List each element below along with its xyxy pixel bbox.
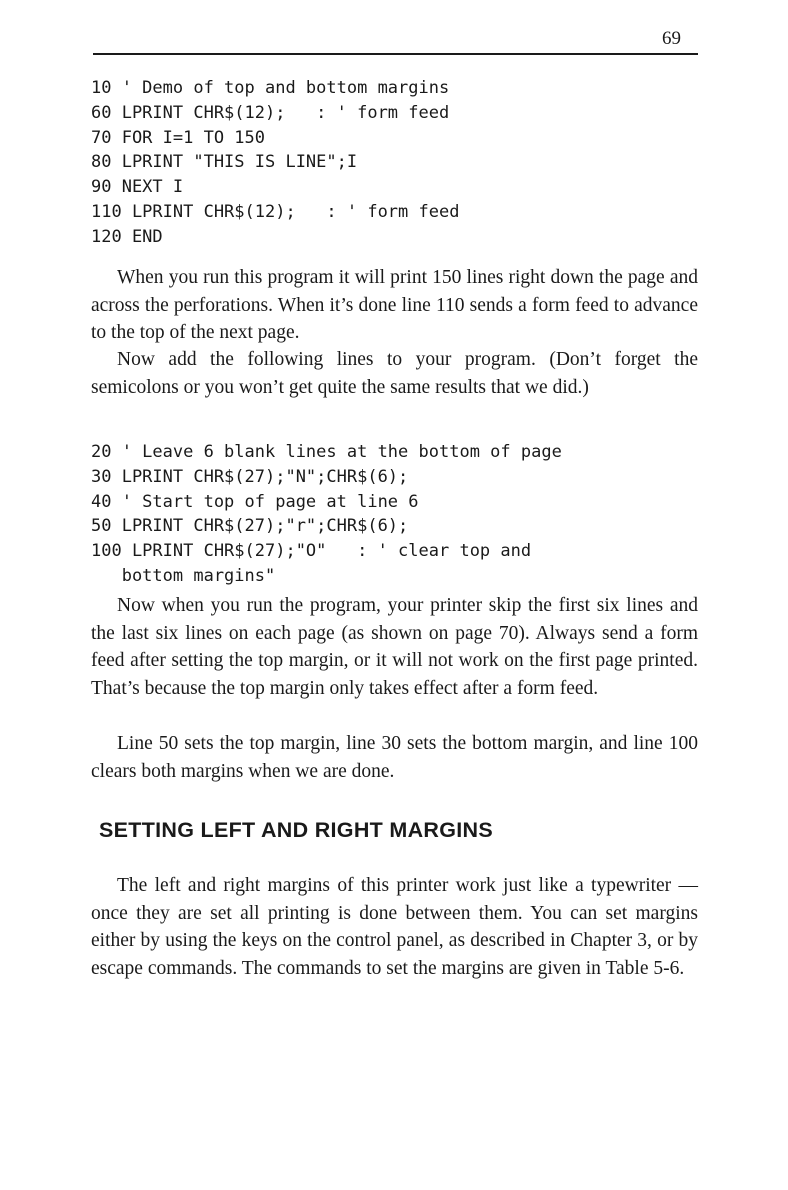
- paragraph-run-program: When you run this program it will print 150 lines right down the page and across the perforations. When it’s done line 110 sends a form feed to advance to the top of the next page.: [91, 267, 698, 343]
- code-block-demo-margins: [91, 76, 459, 250]
- code-line: 70 FOR I=1 TO 150: [91, 127, 265, 148]
- code-line: 80 LPRINT "THIS IS LINE";I: [91, 152, 358, 173]
- code-line: bottom margins": [91, 565, 276, 586]
- header-rule: [93, 53, 698, 55]
- paragraph-line-50: Line 50 sets the top margin, line 30 sets the bottom margin, and line 100 clears both margins when we are done.: [91, 733, 698, 782]
- code-line: 40 ' Start top of page at line 6: [91, 491, 419, 512]
- code-line: 110 LPRINT CHR$(12); : ' form feed: [91, 201, 460, 222]
- code-line: 10 ' Demo of top and bottom margins: [91, 78, 450, 98]
- code-line: 50 LPRINT CHR$(27);"r";CHR$(6);: [91, 516, 409, 537]
- page-number: 69: [662, 28, 681, 49]
- code-line: 120 END: [91, 226, 163, 247]
- paragraph-left-right-margins: The left and right margins of this printer work just like a typewriter — once they are set all printing is done between them. You can set margins either by using the keys on the control panel, as described in Chapter 3, or by escape commands. The commands to set the margins are given in Table 5-6.: [91, 875, 698, 979]
- paragraph-skip-lines: Now when you run the program, your printer skip the first six lines and the last six lines on each page (as shown on page 70). Always send a form feed after setting the top margin, or it will not work on the first page printed. That’s because the top margin only takes effect after a form feed.: [91, 595, 698, 699]
- code-line: 30 LPRINT CHR$(27);"N";CHR$(6);: [91, 466, 409, 487]
- code-block-margin-lines: [91, 440, 562, 589]
- code-line: 100 LPRINT CHR$(27);"O" : ' clear top and: [91, 541, 532, 562]
- code-line: 90 NEXT I: [91, 177, 184, 198]
- code-line: 20 ' Leave 6 blank lines at the bottom of page: [91, 442, 562, 462]
- code-line: 60 LPRINT CHR$(12); : ' form feed: [91, 102, 450, 123]
- paragraph-add-lines: Now add the following lines to your program. (Don’t forget the semicolons or you won’t get quite the same results that we did.): [91, 349, 698, 398]
- section-heading: SETTING LEFT AND RIGHT MARGINS: [99, 818, 493, 842]
